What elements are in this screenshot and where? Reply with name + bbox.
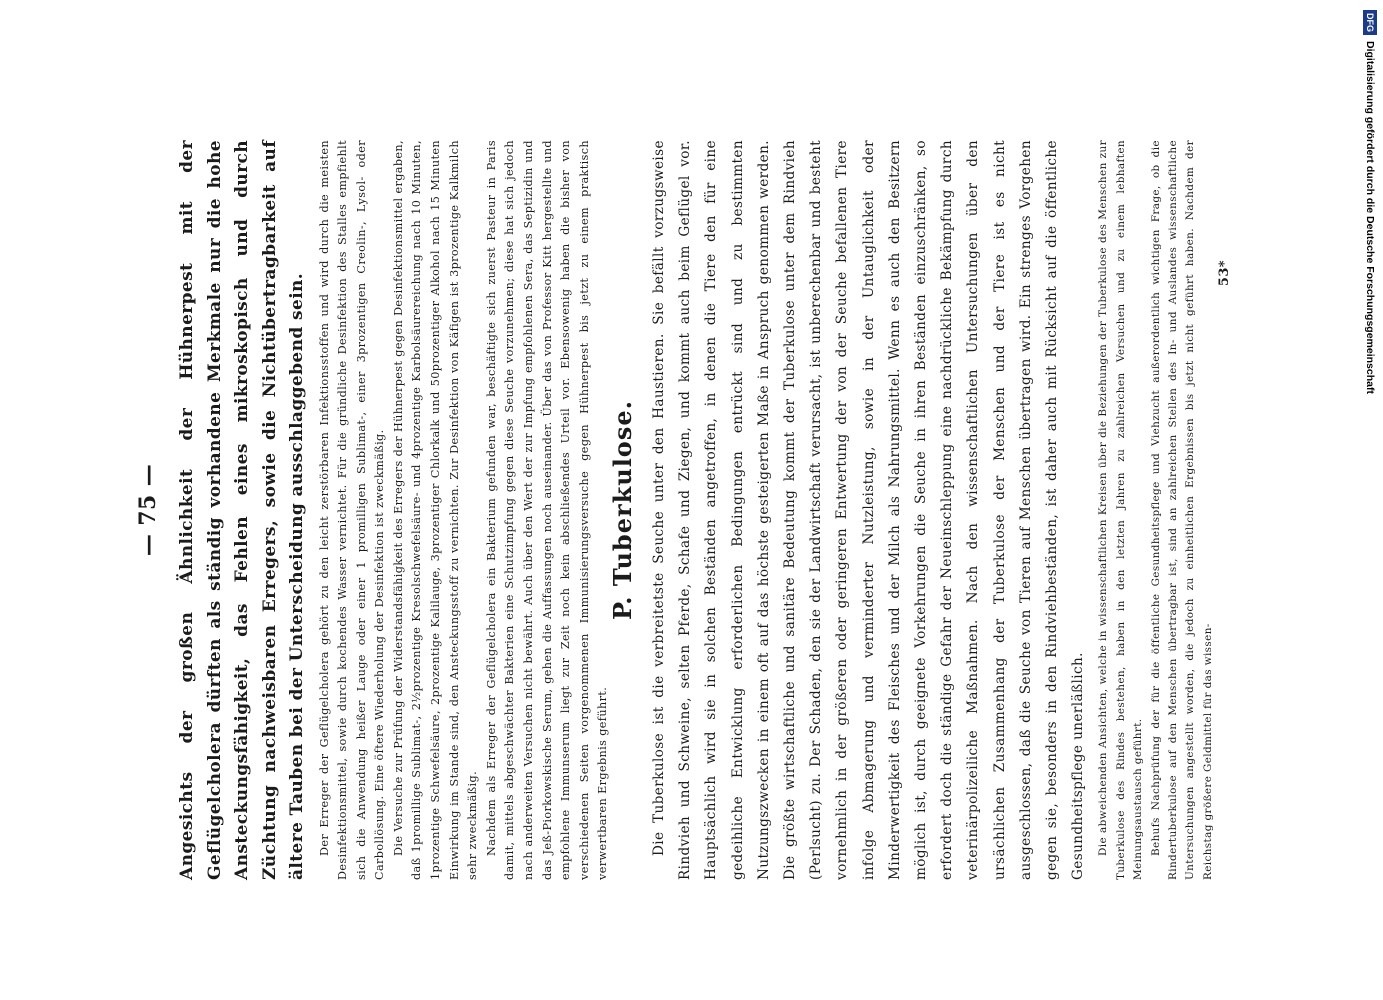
opening-paragraph: Angesichts der großen Ähnlichkeit der Hühnerpest mit der Geflügelcholera dürften als ständig vorhandene Merkmale nur die hohe Ansteckungsfähigkeit, das Fehlen eines mikroskopisch und durch Züchtung nachweisbaren Erregers, sowie die Nichtübertragbarkeit auf ältere Tauben bei der Unterscheidung ausschlaggebend sein. [177,140,307,880]
watermark-text: Digitalisierung gefördert durch die Deutsche Forschungsgemeinschaft [1364,41,1376,394]
page-number: — 75 — [135,463,161,557]
watermark [1360,10,1380,990]
dfg-logo: DFG [1363,10,1377,35]
section-body: Die Tuberkulose ist die verbreitetste Seuche unter den Haustieren. Sie befällt vorzugsweise Rindvieh und Schweine, selten Pferde, Schafe und Ziegen, und kommt auch beim Geflügel vor. Hauptsächlich wird sie in solchen Beständen angetroffen, in denen die Tiere den für eine gedeihliche Entwicklung erforderlichen Bedingungen entrückt sind und zu bestimmten Nutzungszwecken in einem oft auf das höchste gesteigerten Maße in Anspruch genommen werden. Die größte wirtschaftliche und sanitäre Bedeutung kommt der Tuberkulose unter dem Rindvieh (Perlsucht) zu. Der Schaden, den sie der Landwirtschaft verursacht, ist unberechenbar und besteht vornehmlich in der größeren oder geringeren Entwertung der von der Seuche befallenen Tiere infolge Abmagerung und verminderter Nutzleistung, sowie in der Untauglichkeit oder Minderwertigkeit des Fleisches und der Milch als Nahrungsmittel. Wenn es auch den Besitzern möglich ist, durch geeignete Vorkehrungen die Seuche in ihren Beständen einzuschränken, so erfordert doch die ständige Gefahr der Neueinschleppung eine nachdrückliche Bekämpfung durch veterinärpolizeiliche Maßnahmen. Nach den wissenschaftlichen Untersuchungen über den ursächlichen Zusammenhang der Tuberkulose der Menschen und der Tiere ist es nicht ausgeschlossen, daß die Seuche von Tieren auf Menschen übertragen wird. Ein strenges Vorgehen gegen sie, besonders in den Rindviehbeständen, ist daher auch mit Rücksicht auf die öffentliche Gesundheitspflege unerläßlich. [651,140,1087,880]
section-title: P. Tuberkulose. [608,400,637,620]
paragraph-impfung: Nachdem als Erreger der Geflügelcholera ein Bakterium gefunden war, beschäftigte sich zuerst Pasteur in Paris damit, mittels abgeschwächter Bakterien eine Schutzimpfung gegen diese Seuche vorzunehmen; diese hat sich jedoch nach anderweiten Versuchen nicht bewährt. Auch über den Wert der zur Impfung empfohlenen Sera, das Septizidin und das Jeß-Piorkowskische Serum, gehen die Auffassungen noch auseinander. Über das von Professor Kitt hergestellte und empfohlene Immunserum liegt zur Zeit noch kein abschließendes Urteil vor. Ebensowenig haben die bisher von verschiedenen Seiten vorgenommenen Immunisierungsversuche gegen Hühnerpest bis jetzt zu einem praktisch verwertbaren Ergebnis geführt. [484,140,610,880]
footnote-1: Die abweichenden Ansichten, welche in wissenschaftlichen Kreisen über die Beziehungen der Tuberkulose des Menschen zur Tuberkulose des Rindes bestehen, haben in den letzten Jahren zu zahlreichen Versuchen und zu einem lebhaften Meinungsaustausch geführt. [1097,140,1145,880]
tuberculosis-section [600,140,1232,880]
signature-mark: 53* [1217,260,1233,287]
rotated-page [130,140,1280,880]
footnote-2: Behufs Nachprüfung der für die öffentliche Gesundheitspflege und Viehzucht außerordentlich wichtigen Frage, ob die Rindertuberkulose auf den Menschen übertragbar ist, sind an zahlreichen Stellen des In- und Auslandes wissenschaftliche Untersuchungen angestellt worden, die jedoch zu einheitlichen Ergebnissen bis jetzt nicht geführt haben. Nachdem der Reichstag größere Geldmittel für das wissen- [1149,140,1214,880]
paragraph-desinfektion: Der Erreger der Geflügelcholera gehört zu den leicht zerstörbaren Infektionsstoffen und wird durch die meisten Desinfektionsmittel, sowie durch kochendes Wasser vernichtet. Für die gründliche Desinfektion des Stalles empfiehlt sich die Anwendung heißer Lauge oder einer 1 promilligen Sublimat-, einer 3prozentigen Creolin-, Lysol- oder Carbollösung. Eine öftere Wiederholung der Desinfektion ist zweckmäßig. [317,140,387,880]
paragraph-widerstand: Die Versuche zur Prüfung der Widerstandsfähigkeit des Erregers der Hühnerpest gegen Desinfektionsmittel ergaben, daß 1promillige Sublimat-, 2½prozentige Kresolschwefelsäure- und 4prozentige Karbolsäurereichung nach 10 Minuten, 1prozentige Schwefelsäure, 2prozentige Kalilauge, 3prozentiger Chlorkalk und 50prozentiger Alkohol nach 15 Minuten Einwirkung im Stande sind, den Ansteckungsstoff zu vernichten. Zur Desinfektion von Käfigen ist 3prozentige Kalkmilch sehr zweckmäßig. [391,140,480,880]
upper-block [174,140,613,880]
watermark-text-row [1360,10,1380,990]
